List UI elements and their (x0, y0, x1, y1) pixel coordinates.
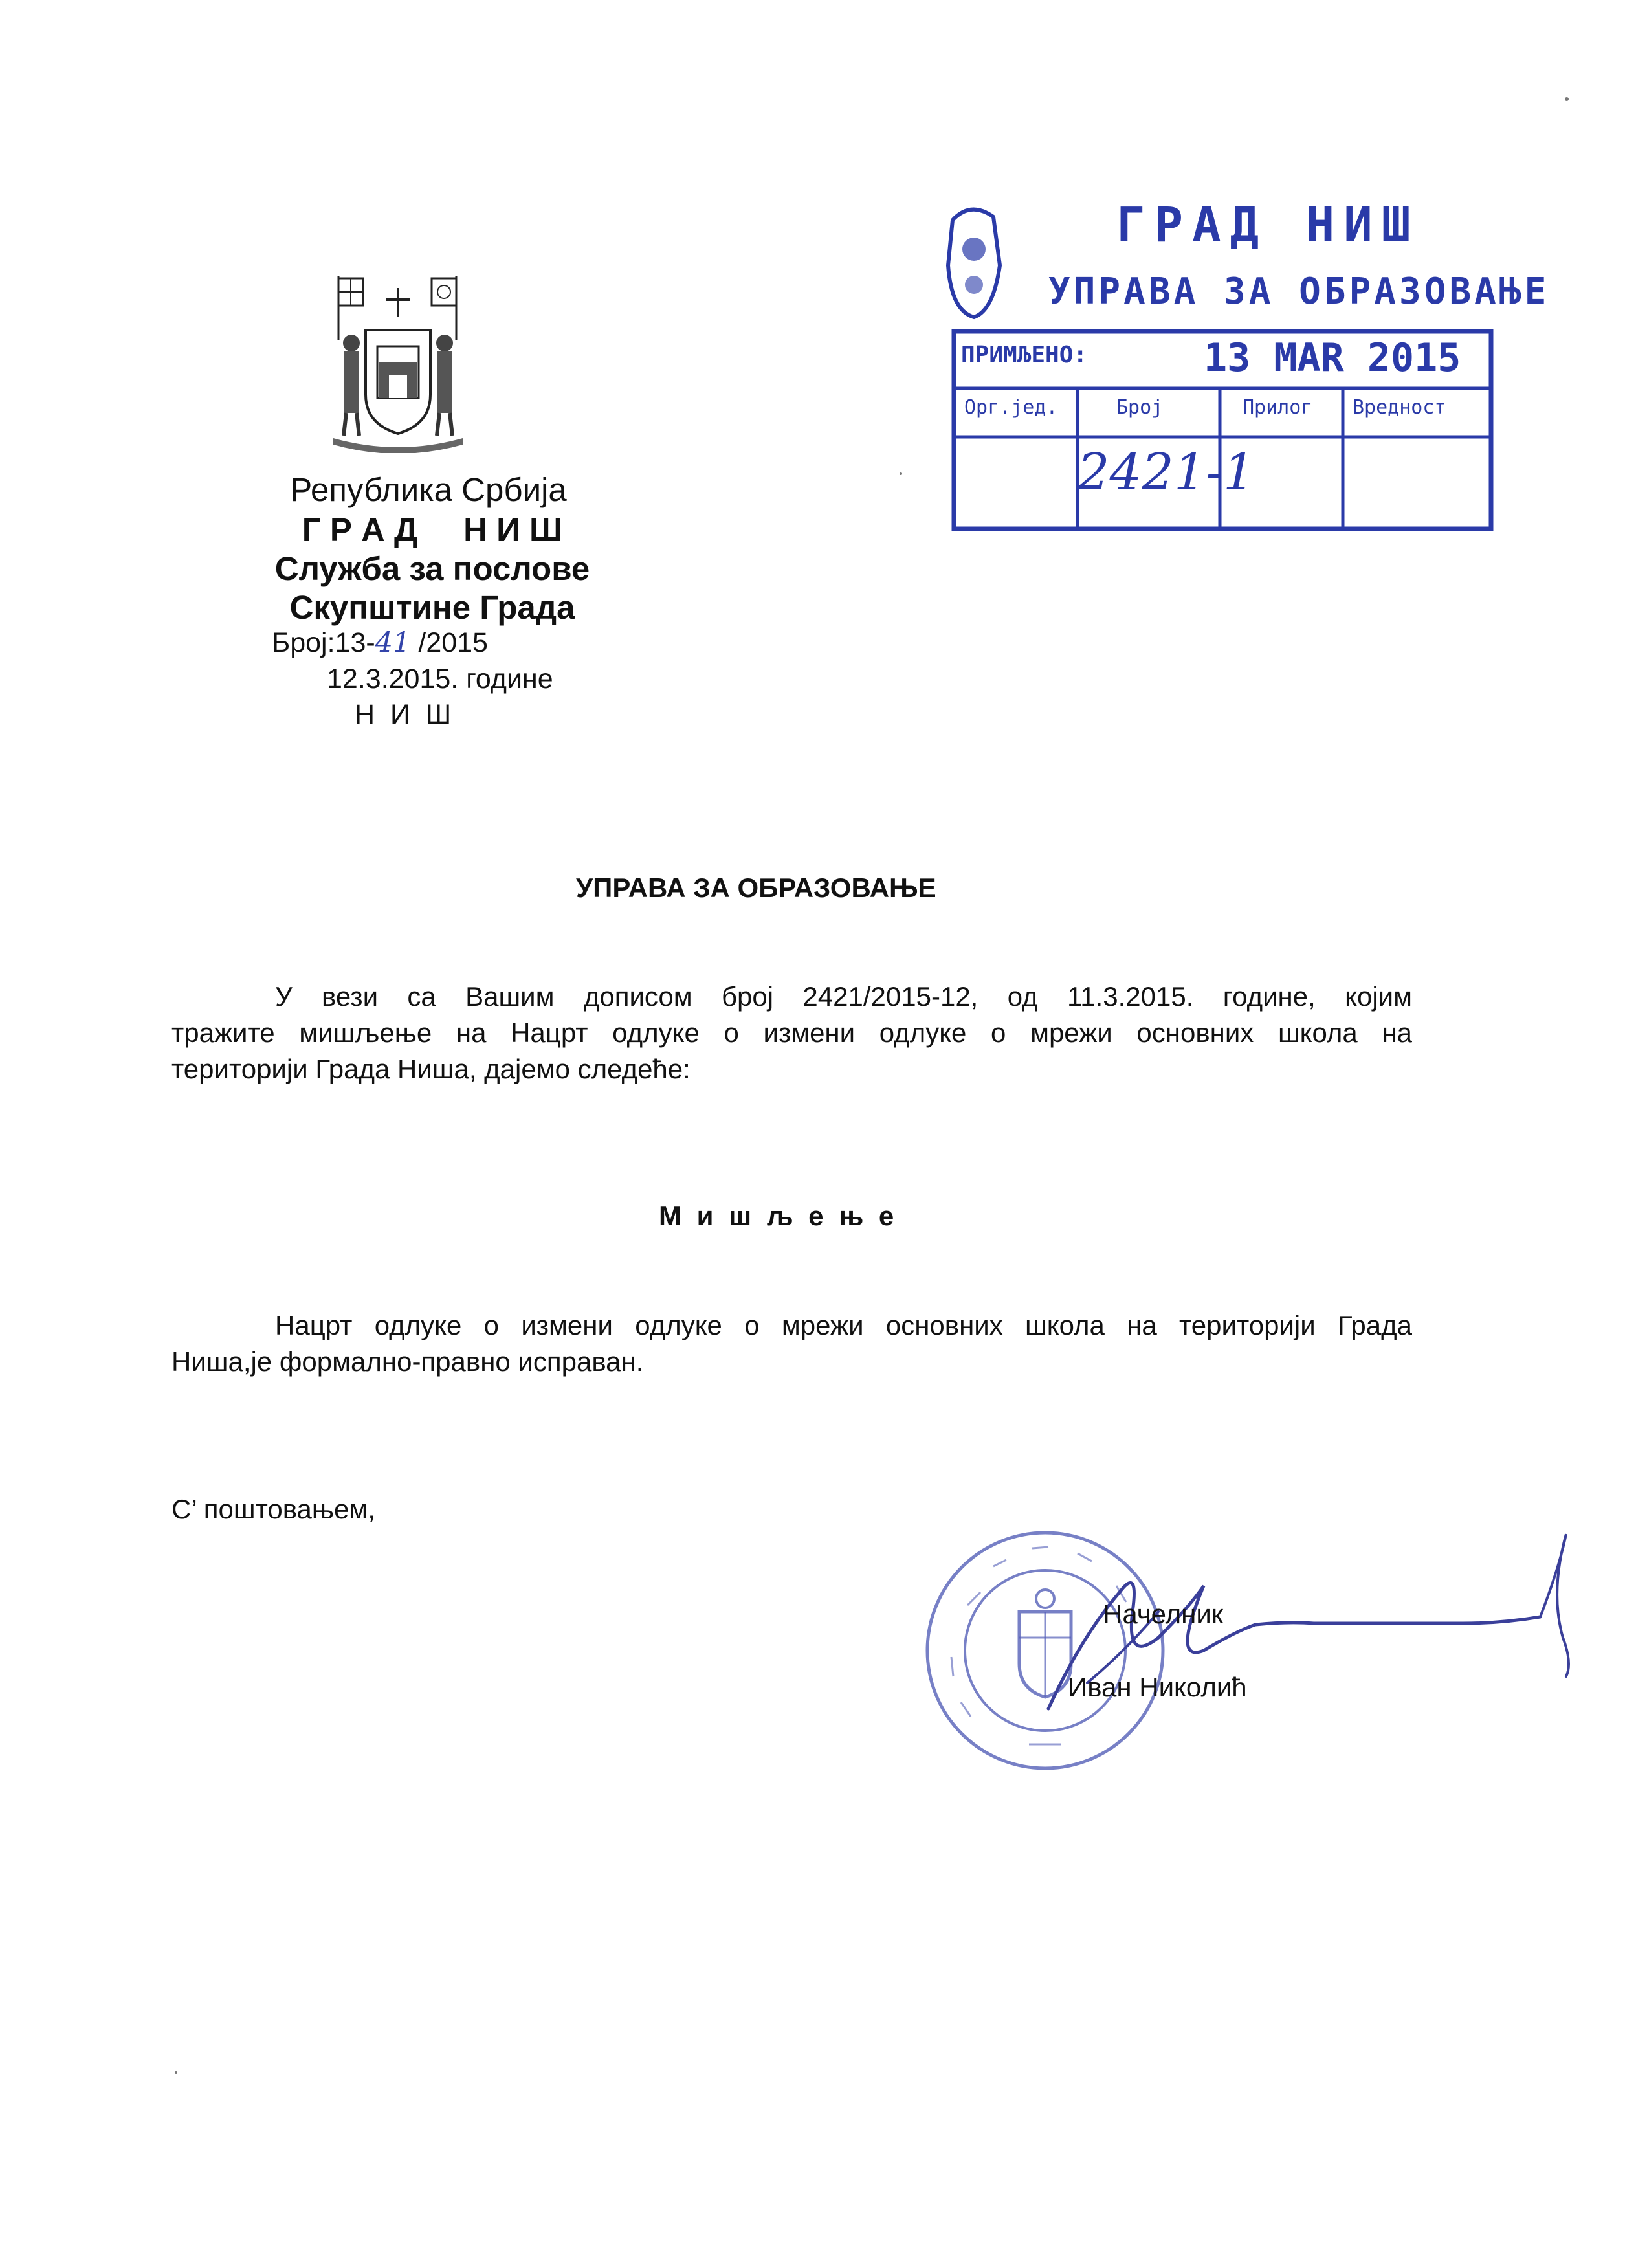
issuer-service-line2: Скупштине Града (289, 589, 575, 626)
scan-speck (1565, 97, 1569, 101)
document-number-handwritten: 41 (375, 627, 411, 659)
opinion-line-1: Нацрт одлуке о измени одлуке о мрежи основних школа на територији Града (275, 1310, 1412, 1340)
scan-speck (175, 2071, 177, 2074)
stamp-department: УПРАВА ЗА ОБРАЗОВАЊЕ (1048, 271, 1550, 313)
closing-greeting: С’ поштовањем, (171, 1494, 375, 1524)
received-stamp (945, 188, 1550, 537)
document-number-prefix: Број:13- (272, 627, 375, 658)
stamp-col-attachments: Прилог (1243, 396, 1313, 419)
issuer-service-line1: Служба за послове (274, 550, 590, 587)
intro-line-2: тражите мишљење на Нацрт одлуке о измени одлуке о мрежи основних школа на (171, 1017, 1412, 1048)
stamp-col-number: Број (1116, 396, 1164, 419)
city-coat-of-arms-emblem (327, 269, 469, 453)
signatory-name: Иван Николић (1068, 1672, 1247, 1702)
document-number-suffix: /2015 (410, 627, 488, 658)
stamp-received-date: 13 MAR 2015 (1204, 335, 1461, 381)
document-date: 12.3.2015. године (327, 663, 553, 695)
stamp-received-label: ПРИМЉЕНО: (961, 342, 1088, 368)
document-number (272, 624, 488, 662)
opinion-title: М и ш љ е њ е (659, 1201, 898, 1231)
issuer-city: Г Р А Д Н И Ш (302, 511, 563, 548)
issuer-country: Република Србија (290, 471, 567, 508)
scan-speck (900, 472, 902, 475)
recipient-title: УПРАВА ЗА ОБРАЗОВАЊЕ (576, 873, 936, 903)
intro-line-3: територији Града Ниша, дајемо следеће: (171, 1054, 691, 1084)
document-place: Н И Ш (355, 699, 452, 730)
signatory-role: Начелник (1103, 1599, 1224, 1629)
opinion-line-2: Ниша,је формално-правно исправан. (171, 1346, 644, 1377)
intro-line-1: У вези са Вашим дописом број 2421/2015-12, од 11.3.2015. године, којим (275, 981, 1412, 1012)
stamp-city: ГРАД НИШ (1116, 197, 1420, 253)
stamp-handwritten-number: 2421-1 (1078, 443, 1255, 502)
stamp-col-value: Вредност (1353, 396, 1446, 419)
stamp-col-org: Орг.јед. (964, 396, 1058, 419)
